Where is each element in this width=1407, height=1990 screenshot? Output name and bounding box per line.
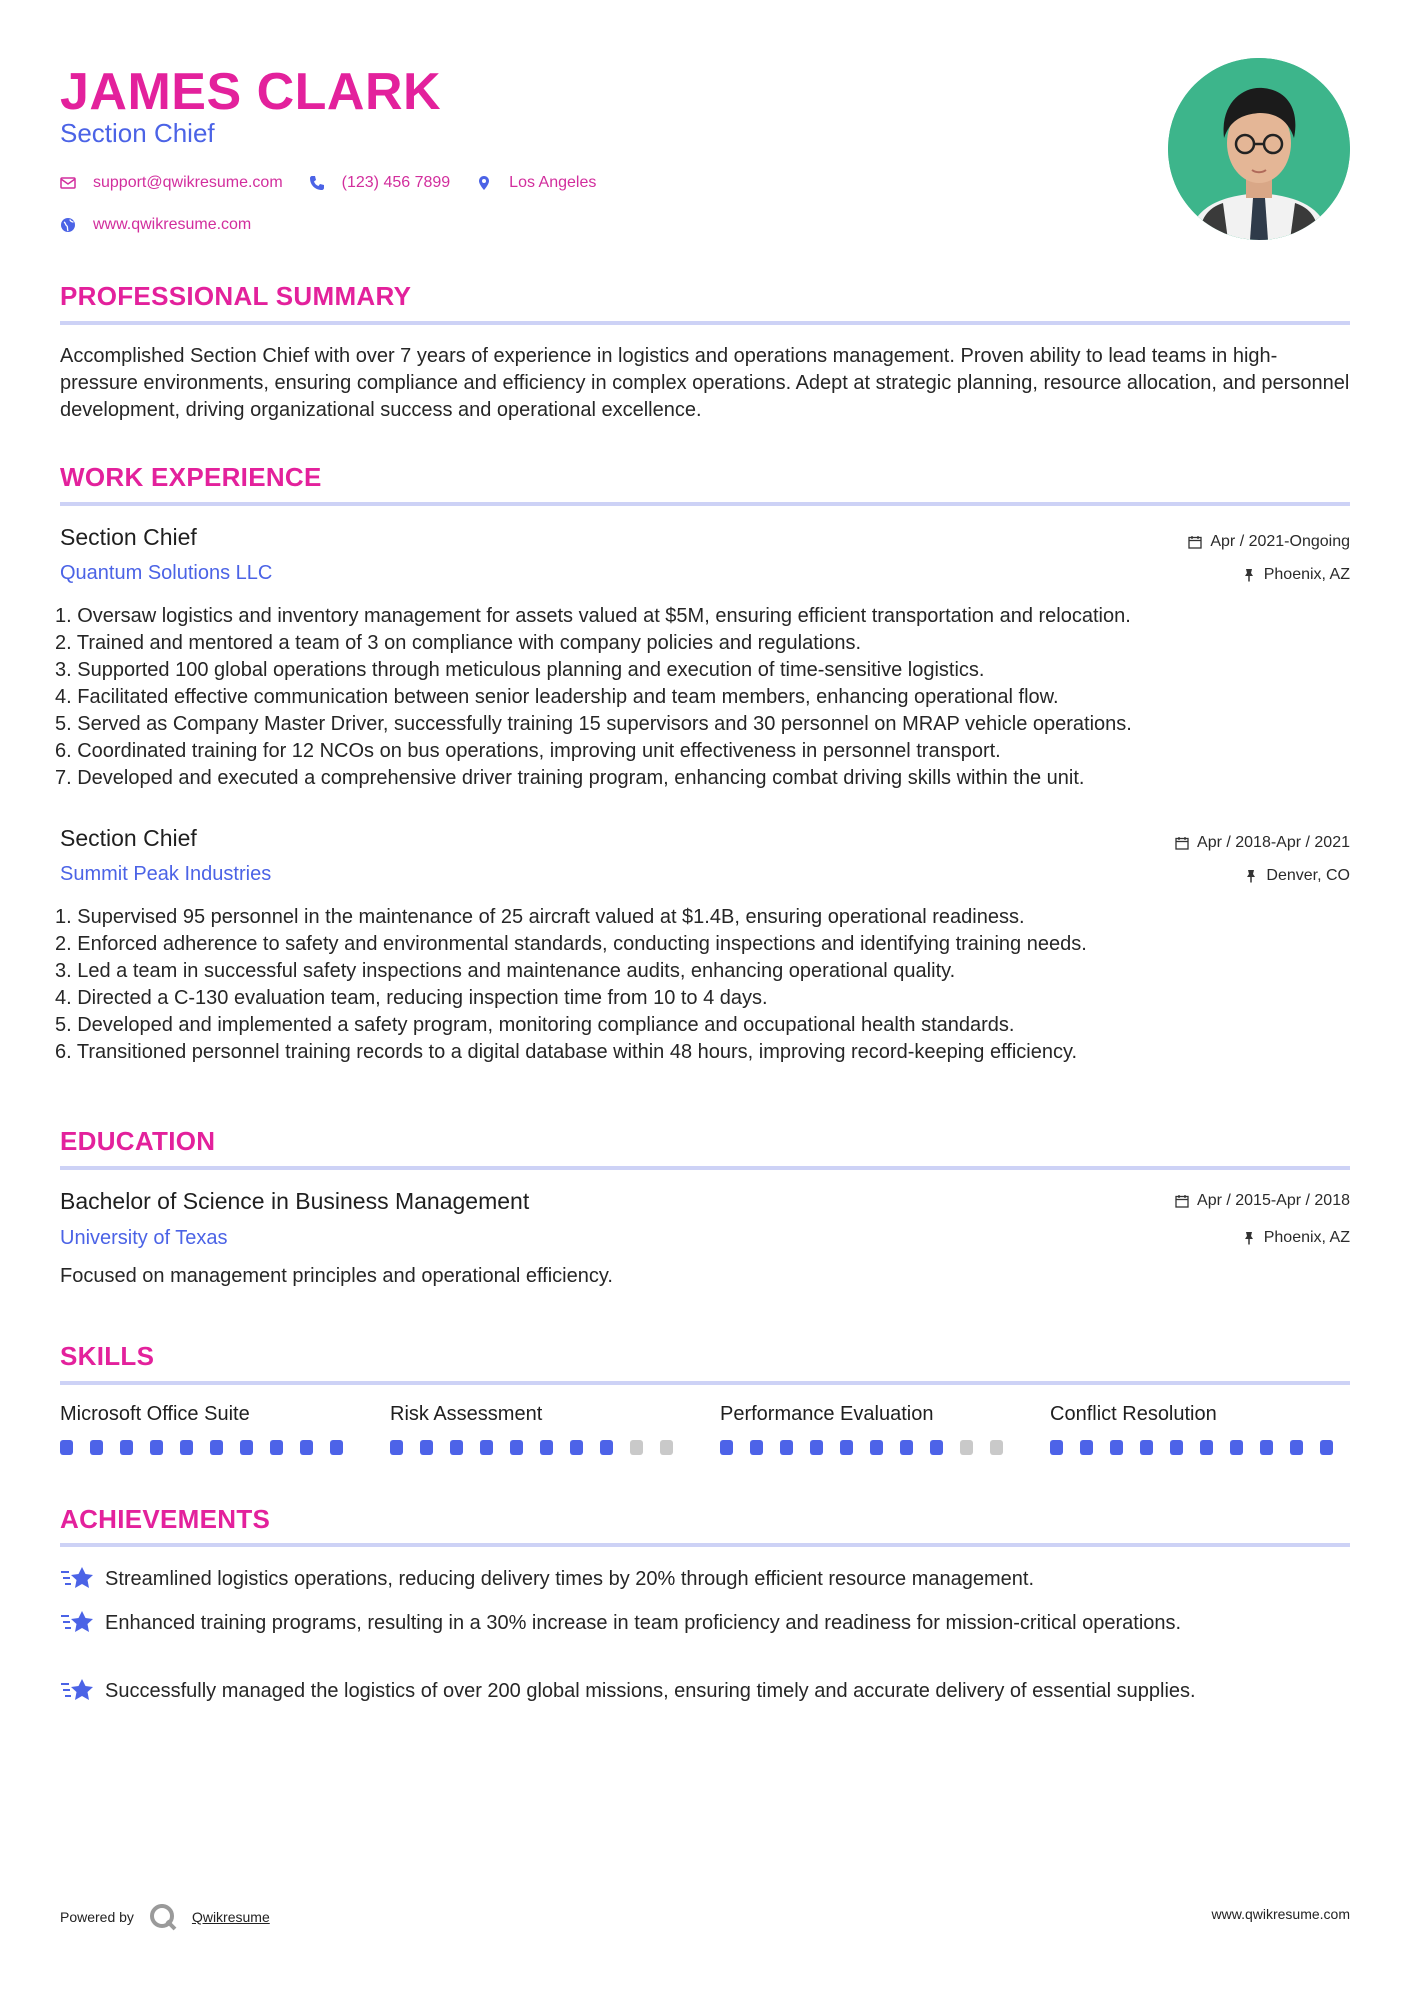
brand-link[interactable]: Qwikresume [191,1909,270,1925]
avatar [1168,58,1350,240]
rating-dot-filled [570,1440,583,1455]
rating-dot-filled [540,1440,553,1455]
dates-text: Apr / 2018-Apr / 2021 [1197,834,1350,851]
rating-dot-filled [600,1440,613,1455]
list-item: 1. Oversaw logistics and inventory management for assets valued at $5M, ensuring efficient transportation and relocation. [55,605,1131,627]
section-divider [60,321,1350,325]
degree-title: Bachelor of Science in Business Management [60,1188,530,1214]
rating-dot-filled [1050,1440,1063,1455]
section-divider [60,1381,1350,1385]
star-icon [60,1608,96,1636]
rating-dot-filled [720,1440,733,1455]
phone-icon [309,175,325,191]
contact-row [60,174,622,192]
company-name: Quantum Solutions LLC [60,562,273,584]
rating-dot-filled [330,1440,343,1455]
section-divider [60,1166,1350,1170]
profile-photo-illustration [1168,58,1350,240]
list-item: 6. Transitioned personnel training records to a digital database within 48 hours, improving record-keeping efficiency. [55,1041,1078,1063]
skill-item [60,1403,360,1455]
candidate-title: Section Chief [60,118,215,148]
list-item: 4. Directed a C-130 evaluation team, reducing inspection time from 10 to 4 days. [55,987,768,1009]
skill-name: Conflict Resolution [1050,1403,1217,1425]
rating-dot-filled [1320,1440,1333,1455]
skills-heading: SKILLS [60,1341,155,1371]
job-location [1242,566,1350,584]
rating-dot-filled [510,1440,523,1455]
powered-by-label: Powered by [60,1909,134,1925]
list-item: 7. Developed and executed a comprehensive driver training program, enhancing combat driving skills within the unit. [55,767,1085,789]
job-bullets [55,904,1355,1066]
list-item: 3. Supported 100 global operations through meticulous planning and execution of time-sensitive logistics. [55,659,985,681]
job-dates [1188,533,1350,551]
summary-heading: PROFESSIONAL SUMMARY [60,281,412,311]
qwikresume-logo-icon [148,1902,178,1932]
achievement-item [60,1566,1350,1593]
list-item: 2. Enforced adherence to safety and environmental standards, conducting inspections and identifying training needs. [55,933,1087,955]
rating-dot-filled [390,1440,403,1455]
rating-dot-filled [780,1440,793,1455]
list-item: 2. Trained and mentored a team of 3 on compliance with company policies and regulations. [55,632,862,654]
rating-dot-filled [1260,1440,1273,1455]
calendar-icon [1188,535,1202,549]
website-row [60,216,277,234]
email-text: support@qwikresume.com [93,174,283,191]
skill-item [720,1403,1020,1455]
rating-dot-filled [180,1440,193,1455]
rating-dot-empty [630,1440,643,1455]
skill-item [390,1403,690,1455]
job-title: Section Chief [60,524,197,550]
job-dates [1175,834,1350,852]
achievement-text: Successfully managed the logistics of over 200 global missions, ensuring timely and accurate delivery of essential supplies. [105,1680,1196,1702]
education-description: Focused on management principles and operational efficiency. [60,1265,613,1287]
globe-icon [60,217,76,233]
section-divider [60,1543,1350,1547]
education-dates [1175,1192,1350,1210]
education-heading: EDUCATION [60,1126,216,1156]
rating-dot-filled [930,1440,943,1455]
list-item: 4. Facilitated effective communication between senior leadership and team members, enhancing operational flow. [55,686,1059,708]
achievement-text: Streamlined logistics operations, reducing delivery times by 20% through efficient resource management. [105,1568,1035,1590]
footer-website[interactable]: www.qwikresume.com [1211,1906,1350,1922]
achievement-text: Enhanced training programs, resulting in a 30% increase in team proficiency and readiness for mission-critical operations. [105,1612,1182,1634]
job-title: Section Chief [60,825,197,851]
list-item: 6. Coordinated training for 12 NCOs on bus operations, improving unit effectiveness in personnel transport. [55,740,1001,762]
list-item: 1. Supervised 95 personnel in the maintenance of 25 aircraft valued at $1.4B, ensuring operational readiness. [55,906,1025,928]
rating-dot-filled [750,1440,763,1455]
rating-dot-filled [240,1440,253,1455]
location-text: Phoenix, AZ [1263,1229,1350,1246]
phone-text: (123) 456 7899 [341,174,451,191]
candidate-name: JAMES CLARK [60,63,442,121]
achievement-item [60,1610,1350,1637]
achievement-item [60,1678,1350,1705]
job-location [1244,867,1350,885]
pushpin-icon [1242,568,1256,582]
skill-rating [720,1440,1020,1455]
rating-dot-filled [480,1440,493,1455]
email-contact[interactable] [60,174,283,192]
rating-dot-filled [1080,1440,1093,1455]
star-icon [60,1676,96,1704]
education-location [1242,1229,1350,1247]
skill-rating [1050,1440,1350,1455]
calendar-icon [1175,836,1189,850]
rating-dot-filled [420,1440,433,1455]
summary-text: Accomplished Section Chief with over 7 years of experience in logistics and operations management. Proven ability to lead teams in high-pressure environments, ensuring compliance and efficiency in complex operations. Adept at strategic planning, resource allocation, and personnel development, driving organizational success and operational excellence. [60,345,1350,421]
rating-dot-empty [960,1440,973,1455]
rating-dot-filled [60,1440,73,1455]
rating-dot-filled [1200,1440,1213,1455]
location-text: Denver, CO [1266,867,1350,884]
rating-dot-filled [810,1440,823,1455]
rating-dot-filled [1230,1440,1243,1455]
star-icon [60,1564,96,1592]
experience-heading: WORK EXPERIENCE [60,462,322,492]
achievements-heading: ACHIEVEMENTS [60,1504,271,1534]
list-item: 3. Led a team in successful safety inspections and maintenance audits, enhancing operational quality. [55,960,956,982]
rating-dot-filled [840,1440,853,1455]
section-divider [60,502,1350,506]
website-contact[interactable] [60,216,251,234]
map-pin-icon [476,175,492,191]
rating-dot-empty [990,1440,1003,1455]
school-name: University of Texas [60,1227,228,1249]
list-item: 5. Developed and implemented a safety program, monitoring compliance and occupational health standards. [55,1014,1015,1036]
rating-dot-filled [210,1440,223,1455]
company-name: Summit Peak Industries [60,863,272,885]
envelope-icon [60,175,76,191]
skill-item [1050,1403,1350,1455]
rating-dot-filled [150,1440,163,1455]
rating-dot-filled [900,1440,913,1455]
footer-powered-by [60,1902,270,1932]
job-bullets [55,603,1355,792]
location-contact [476,174,596,192]
list-item: 5. Served as Company Master Driver, successfully training 15 supervisors and 30 personnel on MRAP vehicle operations. [55,713,1132,735]
phone-contact[interactable] [309,174,451,192]
rating-dot-empty [660,1440,673,1455]
location-text: Los Angeles [509,174,597,191]
skill-name: Risk Assessment [390,1403,543,1425]
rating-dot-filled [1140,1440,1153,1455]
rating-dot-filled [1170,1440,1183,1455]
rating-dot-filled [1290,1440,1303,1455]
skill-rating [60,1440,360,1455]
rating-dot-filled [120,1440,133,1455]
skill-name: Performance Evaluation [720,1403,934,1425]
rating-dot-filled [870,1440,883,1455]
rating-dot-filled [300,1440,313,1455]
dates-text: Apr / 2015-Apr / 2018 [1197,1192,1350,1209]
pushpin-icon [1244,869,1258,883]
dates-text: Apr / 2021-Ongoing [1210,533,1350,550]
rating-dot-filled [270,1440,283,1455]
resume-page [55,0,1350,1990]
website-text: www.qwikresume.com [93,216,252,233]
rating-dot-filled [90,1440,103,1455]
pushpin-icon [1242,1231,1256,1245]
skill-rating [390,1440,690,1455]
calendar-icon [1175,1194,1189,1208]
location-text: Phoenix, AZ [1263,566,1350,583]
rating-dot-filled [1110,1440,1123,1455]
rating-dot-filled [450,1440,463,1455]
skill-name: Microsoft Office Suite [60,1403,250,1425]
